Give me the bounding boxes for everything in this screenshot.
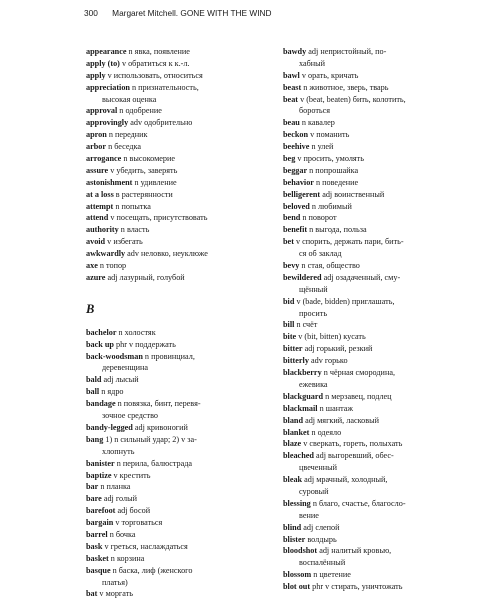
page-number: 300 [84, 8, 98, 18]
glossary-column-right [283, 46, 461, 593]
glossary-entry [283, 474, 461, 486]
entry-headword: bloodshot [283, 546, 318, 556]
glossary-entry [86, 505, 264, 517]
entry-headword: bandage [86, 399, 116, 409]
entry-headword: bid [283, 296, 295, 306]
entry-definition: adv горько [308, 356, 348, 366]
entry-continuation: цвеченный [299, 463, 338, 473]
entry-headword: axe [86, 261, 98, 271]
entry-headword: at a loss [86, 189, 114, 199]
entry-definition: n чёрная смородина, [321, 368, 396, 378]
glossary-entry [283, 534, 461, 546]
entry-headword: bill [283, 320, 295, 330]
glossary-entry [283, 367, 461, 379]
glossary-entry [283, 70, 461, 82]
entry-definition: n кавалер [299, 118, 335, 128]
entry-headword: barefoot [86, 506, 116, 516]
glossary-entry [86, 339, 264, 351]
glossary-entry [86, 327, 264, 339]
entry-headword: bat [86, 589, 98, 599]
entry-definition: n поведение [313, 177, 359, 187]
entry-definition: adv одобрительно [128, 118, 193, 128]
glossary-entry [86, 374, 264, 386]
glossary-entry [283, 236, 461, 248]
entry-headword: barrel [86, 529, 108, 539]
glossary-entry [283, 569, 461, 581]
entry-headword: bang [86, 434, 104, 444]
section-letter: B [86, 301, 95, 316]
entry-headword: bare [86, 494, 102, 504]
entry-definition: v торговаться [113, 518, 163, 528]
glossary-entry [86, 177, 264, 189]
entry-definition: adj горький, резкий [302, 344, 373, 354]
glossary-entry [283, 177, 461, 189]
entry-definition: n счёт [294, 320, 318, 330]
entry-headword: bar [86, 482, 99, 492]
glossary-entry [283, 331, 461, 343]
entry-definition: n явка, появление [126, 47, 190, 56]
entry-headword: blot out [283, 582, 311, 592]
glossary-entry [283, 403, 461, 415]
entry-definition: adj выгоревший, обес- [313, 451, 394, 461]
entry-definition: v спорить, держать пари, бить- [293, 237, 404, 247]
entry-definition: n беседка [106, 142, 142, 152]
glossary-entry [86, 493, 264, 505]
entry-definition: волдырь [305, 534, 337, 544]
entry-definition: adj босой [115, 506, 151, 516]
glossary-entry [283, 296, 461, 308]
entry-headword: apron [86, 130, 107, 140]
entry-headword: baptize [86, 470, 112, 480]
glossary-entry [86, 434, 264, 446]
entry-definition: v обратиться к к.-л. [119, 58, 190, 68]
entry-headword: blackberry [283, 368, 322, 378]
glossary-entry [283, 153, 461, 165]
entry-headword: beast [283, 82, 302, 92]
entry-headword: astonishment [86, 177, 133, 187]
glossary-entry [283, 260, 461, 272]
entry-definition: n одеяло [309, 427, 342, 437]
entry-definition: n перила, балюстрада [114, 458, 193, 468]
entry-definition: v греться, наслаждаться [102, 541, 188, 551]
entry-headword: bitter [283, 344, 303, 354]
running-title: Margaret Mitchell. GONE WITH THE WIND [112, 8, 272, 18]
entry-headword: blackguard [283, 391, 324, 401]
entry-headword: authority [86, 225, 119, 235]
glossary-entry [86, 224, 264, 236]
entry-headword: blessing [283, 498, 311, 508]
entry-definition: n стая, общество [299, 261, 360, 271]
entry-headword: blanket [283, 427, 310, 437]
entry-headword: bachelor [86, 327, 117, 337]
entry-headword: azure [86, 272, 106, 282]
glossary-entry [283, 415, 461, 427]
glossary-entry [283, 391, 461, 403]
entry-headword: beg [283, 154, 296, 164]
entry-headword: bleached [283, 451, 314, 461]
entry-continuation: ся об заклад [299, 249, 342, 259]
glossary-entry [283, 94, 461, 106]
entry-definition: n признательность, [129, 82, 199, 92]
entry-headword: back up [86, 339, 114, 349]
entry-headword: bevy [283, 261, 300, 271]
entry-headword: behavior [283, 177, 314, 187]
entry-headword: approvingly [86, 118, 129, 128]
glossary-entry [86, 588, 264, 600]
entry-definition: v убедить, заверять [108, 165, 178, 175]
entry-definition: n высокомерие [121, 154, 176, 164]
entry-headword: bitterly [283, 356, 309, 366]
glossary-entry [283, 165, 461, 177]
glossary-entry [86, 189, 264, 201]
glossary-entry [86, 541, 264, 553]
entry-definition: в растерянности [113, 189, 173, 199]
glossary-entry [86, 260, 264, 272]
entry-continuation: просить [299, 308, 328, 318]
glossary-entry [86, 58, 264, 70]
entry-definition: n холостяк [116, 327, 156, 337]
glossary-entry [86, 272, 264, 284]
glossary-entry [283, 319, 461, 331]
entry-headword: beloved [283, 201, 310, 211]
entry-headword: blossom [283, 570, 312, 580]
entry-definition: adj непристойный, по- [306, 47, 387, 56]
entry-headword: banister [86, 458, 115, 468]
entry-headword: bleak [283, 475, 303, 485]
entry-definition: n шантаж [317, 403, 354, 413]
entry-definition: n животное, зверь, тварь [301, 82, 389, 92]
entry-definition: n одобрение [117, 106, 162, 116]
glossary-entry [86, 236, 264, 248]
entry-definition: n передник [106, 130, 148, 140]
entry-headword: bawdy [283, 47, 307, 56]
entry-definition: n улей [309, 142, 334, 152]
glossary-entry [86, 529, 264, 541]
entry-definition: adj озадаченный, сму- [321, 272, 401, 282]
entry-headword: bald [86, 375, 102, 385]
glossary-entry [283, 343, 461, 355]
entry-continuation: вение [299, 510, 319, 520]
entry-headword: bland [283, 415, 304, 425]
entry-headword: bandy-legged [86, 422, 133, 432]
glossary-entry [86, 386, 264, 398]
glossary-entry [283, 141, 461, 153]
glossary-entry [86, 201, 264, 213]
entry-continuation: хлопнуть [102, 446, 135, 456]
entry-headword: attend [86, 213, 109, 223]
entry-definition: n баска, лиф (женского [110, 565, 193, 575]
entry-headword: ball [86, 387, 100, 397]
entry-headword: apply (to) [86, 58, 120, 68]
entry-headword: apply [86, 70, 106, 80]
glossary-entry [283, 498, 461, 510]
entry-definition: v сверкать, гореть, полыхать [301, 439, 403, 449]
glossary-entry [283, 427, 461, 439]
glossary-entry [283, 450, 461, 462]
entry-headword: assure [86, 165, 109, 175]
entry-headword: belligerent [283, 189, 321, 199]
entry-definition: n мерзавец, подлец [323, 391, 392, 401]
entry-definition: adj лысый [101, 375, 139, 385]
entry-definition: v посещать, присутствовать [108, 213, 208, 223]
glossary-entry [86, 212, 264, 224]
entry-definition: n попрошайка [307, 165, 359, 175]
entry-definition: n попытка [113, 201, 151, 211]
glossary-entry [283, 117, 461, 129]
entry-definition: n цветение [311, 570, 351, 580]
entry-definition: n повязка, бинт, перевя- [115, 399, 201, 409]
entry-definition: n любимый [309, 201, 352, 211]
entry-headword: blaze [283, 439, 302, 449]
entry-headword: bet [283, 237, 294, 247]
entry-definition: adv неловко, неуклюже [125, 249, 208, 259]
glossary-entry [86, 105, 264, 117]
entry-definition: n провинциал, [142, 351, 195, 361]
glossary-entry [86, 153, 264, 165]
entry-headword: avoid [86, 237, 106, 247]
entry-headword: benefit [283, 225, 308, 235]
entry-definition: v (bade, bidden) приглашать, [294, 296, 395, 306]
entry-definition: v (beat, beaten) бить, колотить, [298, 94, 406, 104]
entry-definition: adj слепой [301, 522, 340, 532]
entry-definition: v просить, умолять [295, 154, 364, 164]
glossary-entry [86, 398, 264, 410]
entry-headword: approval [86, 106, 118, 116]
entry-definition: n удивление [132, 177, 177, 187]
glossary-entry [86, 517, 264, 529]
glossary-entry [86, 458, 264, 470]
entry-definition: n бочка [107, 529, 136, 539]
entry-headword: arbor [86, 142, 107, 152]
entry-definition: adj кривоногий [132, 422, 188, 432]
entry-continuation: деревенщина [102, 363, 149, 373]
glossary-column-left [86, 46, 264, 600]
glossary-entry [283, 189, 461, 201]
glossary-entry [86, 82, 264, 94]
glossary-entry [86, 422, 264, 434]
glossary-entry [283, 438, 461, 450]
entry-continuation: ежевика [299, 379, 328, 389]
glossary-entry [283, 581, 461, 593]
entry-definition: v поманить [308, 130, 350, 140]
entry-headword: appearance [86, 47, 127, 56]
glossary-entry [283, 82, 461, 94]
entry-headword: blind [283, 522, 302, 532]
glossary-entry [283, 46, 461, 58]
entry-definition: n корзина [108, 553, 145, 563]
entry-definition: v орать, кричать [299, 70, 359, 80]
glossary-entry [283, 129, 461, 141]
glossary-entry [283, 545, 461, 557]
entry-definition: adj мрачный, холодный, [302, 475, 388, 485]
entry-headword: appreciation [86, 82, 130, 92]
glossary-entry [86, 129, 264, 141]
entry-headword: arrogance [86, 154, 122, 164]
entry-continuation: щённый [299, 284, 328, 294]
entry-definition: v моргать [97, 589, 134, 599]
entry-definition: 1) n сильный удар; 2) v за- [103, 434, 197, 444]
entry-definition: v крестить [111, 470, 151, 480]
section-gap [86, 284, 264, 302]
glossary-entry [283, 272, 461, 284]
glossary-entry [283, 224, 461, 236]
entry-headword: bewildered [283, 272, 322, 282]
entry-headword: bite [283, 332, 297, 342]
entry-headword: basque [86, 565, 111, 575]
glossary-entry [86, 141, 264, 153]
glossary-entry [283, 201, 461, 213]
entry-headword: awkwardly [86, 249, 126, 259]
entry-continuation: суровый [299, 486, 329, 496]
entry-definition: n власть [118, 225, 150, 235]
glossary-entry [86, 117, 264, 129]
entry-headword: beau [283, 118, 300, 128]
entry-headword: beat [283, 94, 299, 104]
entry-definition: adj воинственный [320, 189, 385, 199]
glossary-entry [283, 355, 461, 367]
entry-continuation: хабный [299, 58, 326, 68]
entry-headword: bask [86, 541, 103, 551]
entry-definition: v (bit, bitten) кусать [296, 332, 366, 342]
entry-definition: adj мягкий, ласковый [303, 415, 380, 425]
entry-definition: n благо, счастье, благосло- [310, 498, 406, 508]
entry-definition: n топор [97, 261, 127, 271]
entry-headword: beggar [283, 165, 308, 175]
entry-headword: bawl [283, 70, 300, 80]
glossary-entry [86, 46, 264, 58]
glossary-entry [86, 481, 264, 493]
entry-continuation: зочное средство [102, 411, 158, 421]
entry-headword: bend [283, 213, 301, 223]
entry-headword: beehive [283, 142, 310, 152]
entry-headword: beckon [283, 130, 309, 140]
glossary-entry [86, 70, 264, 82]
entry-continuation: высокая оценка [102, 94, 157, 104]
glossary-entry [86, 351, 264, 363]
entry-definition: n планка [98, 482, 131, 492]
entry-headword: attempt [86, 201, 114, 211]
entry-continuation: воспалённый [299, 558, 346, 568]
entry-definition: n выгода, польза [307, 225, 367, 235]
entry-continuation: бороться [299, 106, 331, 116]
glossary-entry [283, 212, 461, 224]
entry-definition: v избегать [105, 237, 143, 247]
glossary-entry [86, 248, 264, 260]
entry-definition: n ядро [99, 387, 124, 397]
entry-headword: bargain [86, 518, 114, 528]
glossary-entry [86, 470, 264, 482]
entry-definition: phr v поддержать [114, 339, 176, 349]
entry-definition: v использовать, относиться [105, 70, 203, 80]
entry-headword: blister [283, 534, 306, 544]
glossary-entry [86, 165, 264, 177]
entry-headword: basket [86, 553, 109, 563]
glossary-entry [86, 553, 264, 565]
entry-headword: back-woodsman [86, 351, 143, 361]
entry-headword: blackmail [283, 403, 318, 413]
entry-definition: adj голый [101, 494, 137, 504]
glossary-entry [86, 565, 264, 577]
entry-definition: adj налитый кровью, [317, 546, 392, 556]
entry-definition: adj лазурный, голубой [105, 272, 185, 282]
entry-continuation: платья) [102, 577, 128, 587]
section-gap [86, 316, 264, 327]
page-header [84, 8, 444, 18]
entry-definition: phr v стирать, уничтожать [310, 582, 403, 592]
entry-definition: n поворот [300, 213, 337, 223]
